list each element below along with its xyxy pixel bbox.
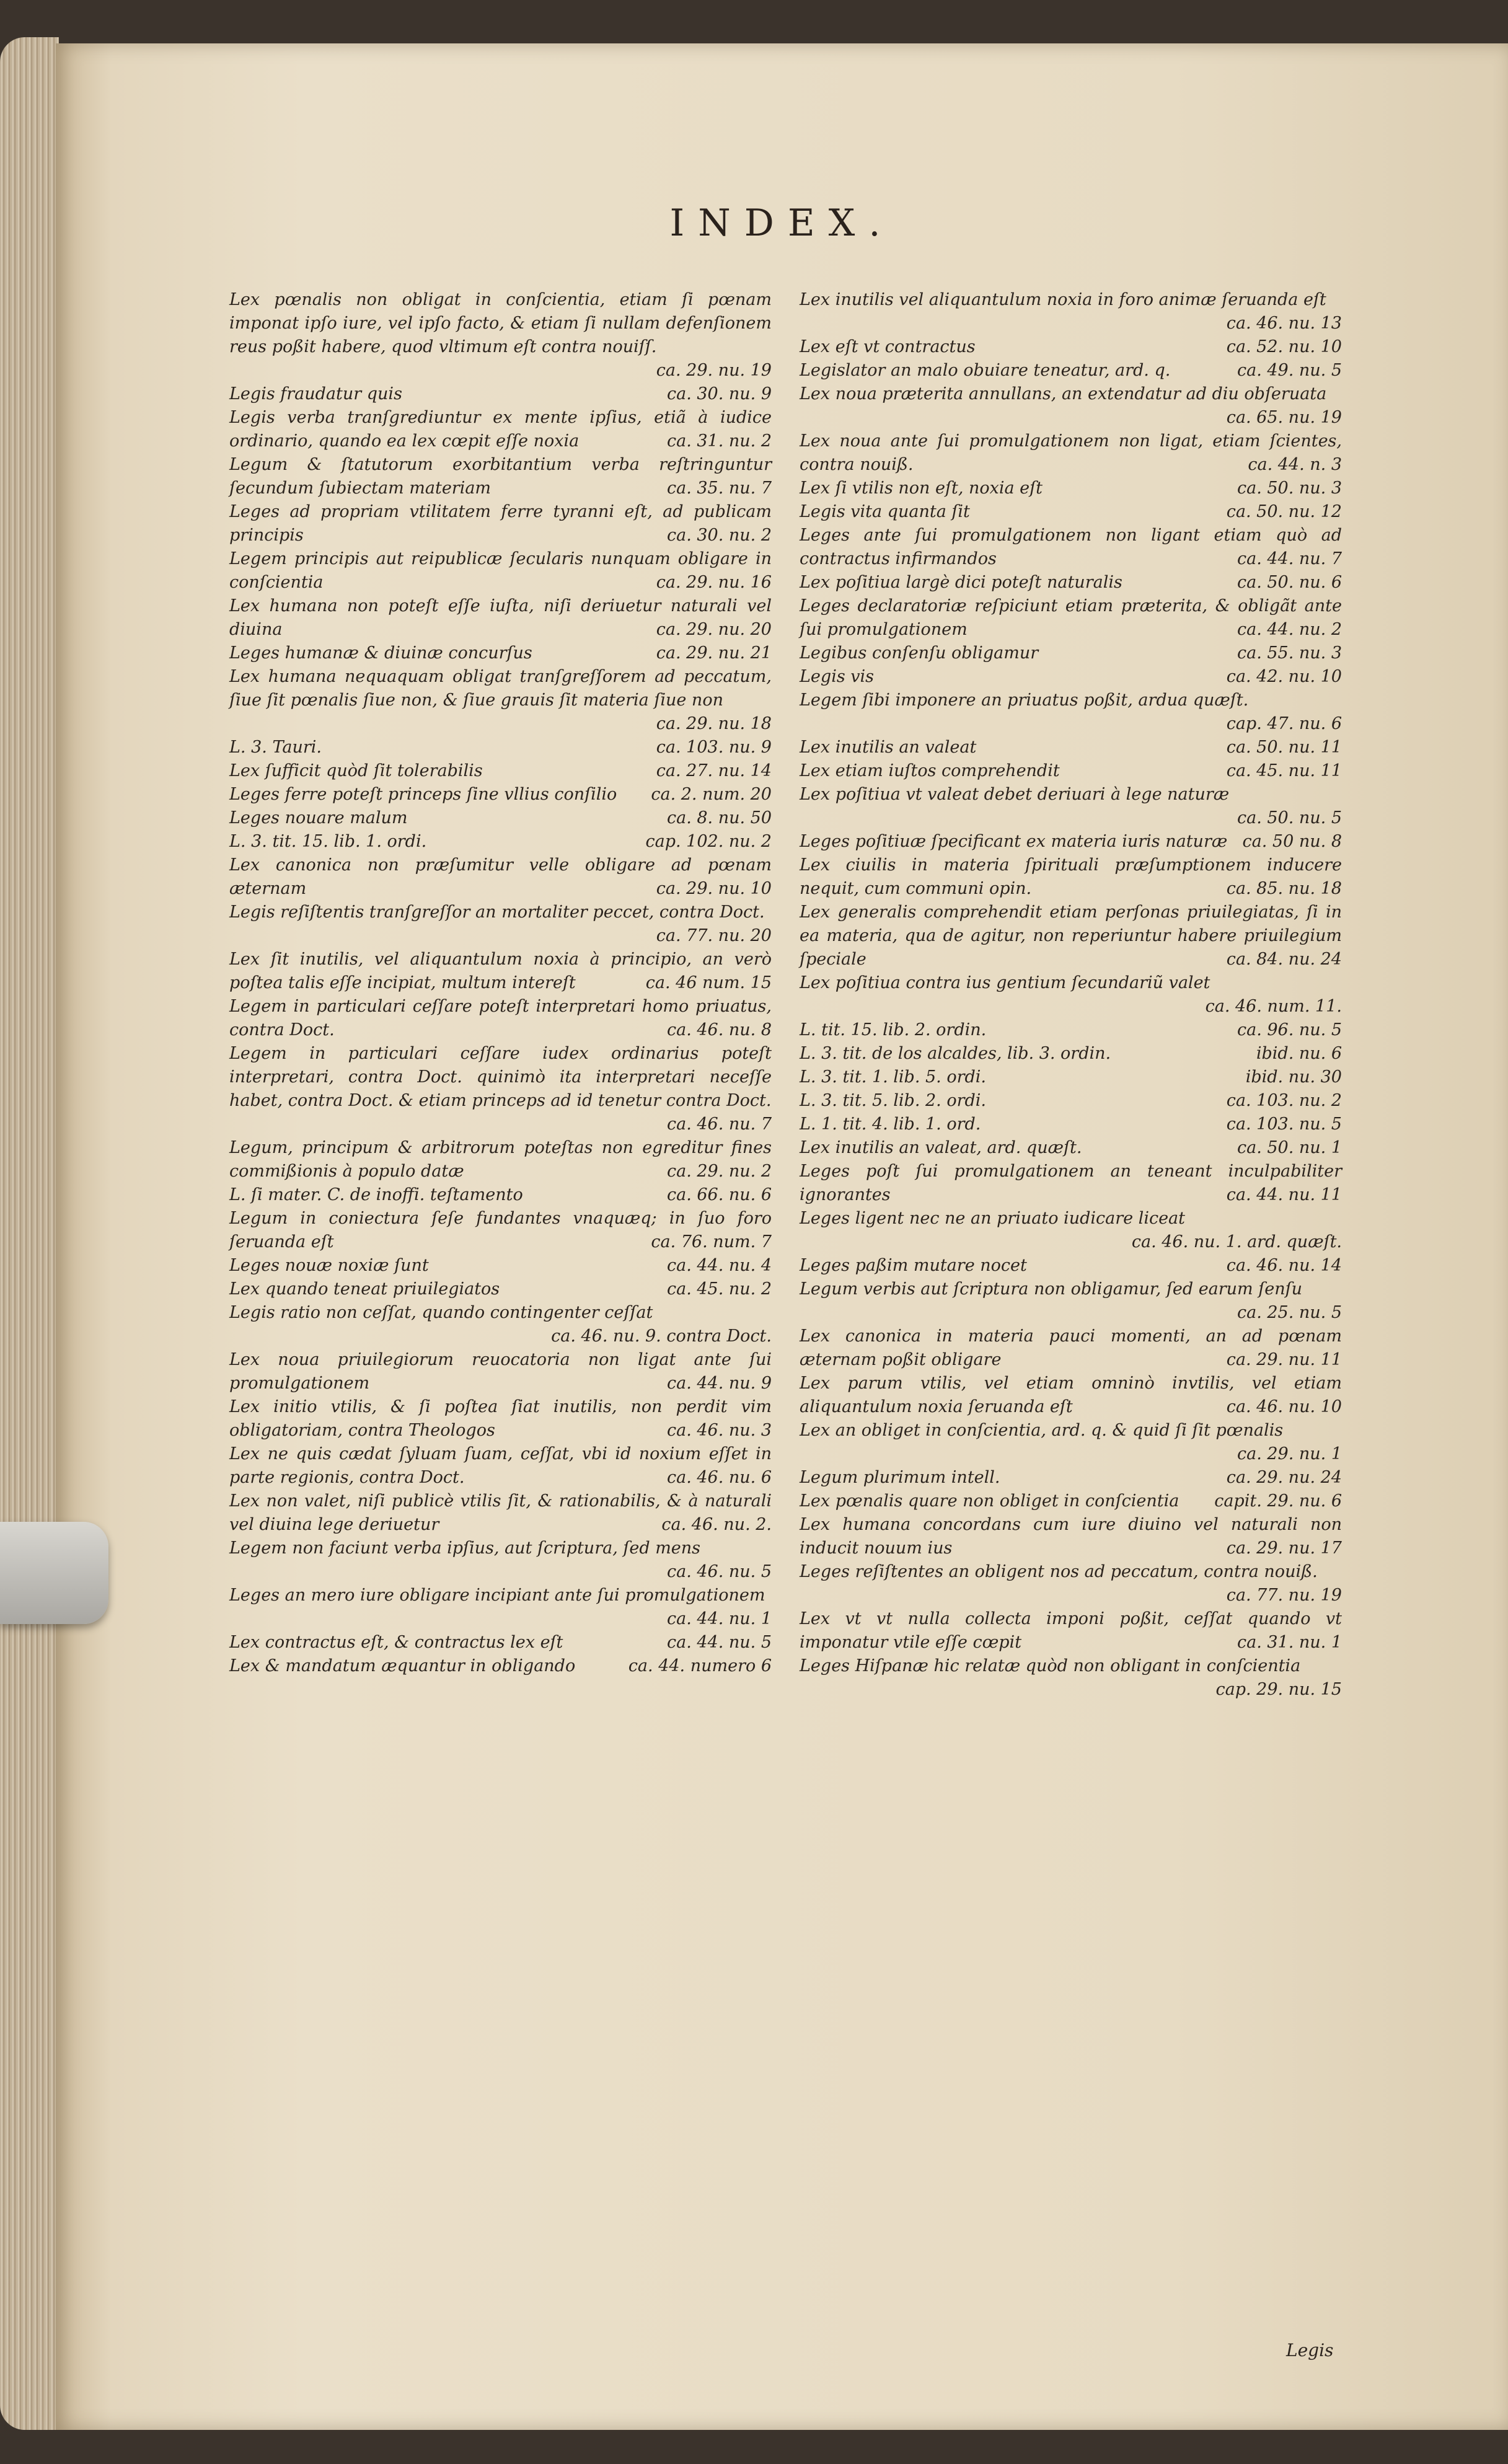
entry-reference: ca. 44. nu. 5 xyxy=(666,1633,772,1652)
index-entry xyxy=(229,1136,772,1183)
index-entry xyxy=(800,594,1342,642)
right-column xyxy=(800,288,1342,1702)
index-entry xyxy=(229,1631,772,1654)
index-entry xyxy=(229,1490,772,1537)
index-entry xyxy=(800,901,1342,971)
entry-reference: ca. 50 nu. 8 xyxy=(1242,832,1342,851)
entry-text: Lex an obliget in conſcientia, ard. q. & quid ſi ſit pœnalis xyxy=(800,1421,1284,1440)
entry-reference: ca. 45. nu. 2 xyxy=(666,1279,772,1299)
index-entry xyxy=(229,1348,772,1395)
entry-reference: ca. 103. nu. 9 xyxy=(656,738,772,757)
index-entry xyxy=(800,1513,1342,1560)
entry-text: Lex canonica non præſumitur velle obligare ad pœnam æternam xyxy=(229,855,772,898)
entry-reference: ca. 45. nu. 11 xyxy=(1226,761,1342,780)
entry-reference: ibid. nu. 30 xyxy=(1245,1067,1342,1087)
entry-reference: ca. 44. nu. 11 xyxy=(1226,1185,1342,1204)
entry-reference: ca. 52. nu. 10 xyxy=(1226,337,1342,356)
index-entry xyxy=(800,571,1342,594)
index-entry xyxy=(800,500,1342,524)
entry-reference: ca. 44. nu. 1 xyxy=(666,1609,772,1628)
index-entry xyxy=(800,1325,1342,1372)
entry-text: L. 1. tit. 4. lib. 1. ord. xyxy=(800,1115,981,1134)
entry-reference: ca. 44. numero 6 xyxy=(628,1656,772,1676)
entry-reference: ca. 8. nu. 50 xyxy=(666,808,772,828)
entry-reference: cap. 47. nu. 6 xyxy=(1226,714,1342,733)
entry-text: L. 3. tit. 15. lib. 1. ordi. xyxy=(229,832,427,851)
entry-text: L. 3. tit. de los alcaldes, lib. 3. ordin. xyxy=(800,1044,1111,1063)
entry-reference: ca. 46. nu. 8 xyxy=(666,1020,772,1040)
index-entry xyxy=(800,971,1342,1018)
entry-text: Lex generalis comprehendit etiam perſonas priuilegiatas, ſi in ea materia, qua de agitur, non reperiuntur habere priuilegium ſpeciale xyxy=(800,903,1342,969)
entry-text: Leges an mero iure obligare incipiant ante ſui promulgationem xyxy=(229,1586,765,1605)
entry-reference: ca. 44. nu. 2 xyxy=(1237,620,1342,639)
entry-reference: ca. 77. nu. 20 xyxy=(656,926,772,945)
index-entry xyxy=(800,1089,1342,1113)
index-entry xyxy=(229,948,772,995)
index-entry xyxy=(800,736,1342,759)
index-entry xyxy=(800,1278,1342,1325)
index-entry xyxy=(229,736,772,759)
entry-text: Legem principis aut reipublicæ ſecularis nunquam obligare in conſcientia xyxy=(229,549,772,592)
entry-reference: ca. 29. nu. 16 xyxy=(656,573,772,592)
index-entry xyxy=(800,1113,1342,1136)
entry-reference: ca. 46. nu. 9. contra Doct. xyxy=(551,1327,772,1346)
entry-reference: ca. 46. nu. 3 xyxy=(666,1421,772,1440)
entry-text: Legis reſiſtentis tranſgreſſor an mortaliter peccet, contra Doct. xyxy=(229,903,765,922)
index-entry xyxy=(800,1654,1342,1702)
entry-text: Lex ciuilis in materia ſpirituali præſumptionem inducere nequit, cum communi opin. xyxy=(800,855,1342,898)
entry-text: Legislator an malo obuiare teneatur, ard. q. xyxy=(800,361,1171,380)
index-entry xyxy=(229,406,772,453)
entry-reference: ca. 29. nu. 21 xyxy=(656,643,772,663)
catchword: Legis xyxy=(1286,2340,1334,2360)
entry-text: Legem ſibi imponere an priuatus poßit, ardua quæſt. xyxy=(800,691,1249,710)
index-entry xyxy=(800,1254,1342,1278)
index-entry xyxy=(229,854,772,901)
entry-reference: ca. 50. nu. 12 xyxy=(1226,502,1342,521)
entry-reference: ca. 44. nu. 9 xyxy=(666,1374,772,1393)
entry-text: Lex ſit inutilis, vel aliquantulum noxia à principio, an verò poſtea talis eſſe incipiat, multum intereſt xyxy=(229,950,772,992)
entry-text: Leges nouæ noxiæ ſunt xyxy=(229,1256,429,1275)
entry-reference: ca. 103. nu. 5 xyxy=(1226,1115,1342,1134)
entry-reference: ca. 29. nu. 19 xyxy=(656,361,772,380)
entry-reference: ca. 29. nu. 18 xyxy=(656,714,772,733)
index-entry xyxy=(800,854,1342,901)
index-entry xyxy=(800,665,1342,689)
book-page xyxy=(56,43,1508,2430)
entry-text: Legibus conſenſu obligamur xyxy=(800,643,1039,663)
entry-text: Lex etiam iuſtos comprehendit xyxy=(800,761,1060,780)
entry-text: Lex non valet, niſi publicè vtilis ſit, & rationabilis, & à naturali vel diuina lege deriuetur xyxy=(229,1491,772,1534)
entry-reference: ca. 46. nu. 6 xyxy=(666,1468,772,1487)
index-entry xyxy=(800,477,1342,500)
entry-reference: ca. 29. nu. 24 xyxy=(1226,1468,1342,1487)
index-entry xyxy=(229,1395,772,1442)
entry-text: Legis verba tranſgrediuntur ex mente ipſius, etiã à iudice ordinario, quando ea lex cœpit eſſe noxia xyxy=(229,408,772,451)
entry-text: L. 3. Tauri. xyxy=(229,738,322,757)
entry-text: Legum & ſtatutorum exorbitantium verba reſtringuntur ſecundum ſubiectam materiam xyxy=(229,455,772,498)
entry-text: Legum in coniectura ſeſe fundantes vnaquæq; in ſuo foro ſeruanda eſt xyxy=(229,1209,772,1252)
entry-text: Legis vita quanta ſit xyxy=(800,502,970,521)
index-entry xyxy=(229,453,772,500)
entry-reference: ca. 29. nu. 20 xyxy=(656,620,772,639)
entry-reference: ca. 44. nu. 7 xyxy=(1237,549,1342,568)
index-entry xyxy=(229,642,772,665)
entry-reference: ca. 31. nu. 2 xyxy=(666,431,772,451)
entry-reference: ca. 29. nu. 2 xyxy=(666,1162,772,1181)
page-header: INDEX. xyxy=(669,201,894,245)
entry-reference: ca. 30. nu. 2 xyxy=(666,526,772,545)
index-entry xyxy=(800,1490,1342,1513)
entry-text: Lex pœnalis quare non obliget in conſcientia xyxy=(800,1491,1180,1511)
index-entry xyxy=(229,547,772,594)
index-entry xyxy=(229,500,772,547)
entry-reference: ca. 29. nu. 1 xyxy=(1237,1444,1342,1464)
entry-reference: ca. 103. nu. 2 xyxy=(1226,1091,1342,1110)
entry-text: Lex parum vtilis, vel etiam omninò invtilis, vel etiam aliquantulum noxia ſeruanda eſt xyxy=(800,1374,1342,1416)
left-column xyxy=(229,288,772,1678)
entry-reference: ca. 85. nu. 18 xyxy=(1226,879,1342,898)
entry-text: Legem in particulari ceſſare iudex ordinarius poteſt interpretari, contra Doct. quinimò ita interpretari neceſſe habet, contra Doct. & etiam princeps ad id tenetur contra Doct. xyxy=(229,1044,772,1110)
index-entry xyxy=(229,594,772,642)
entry-text: Leges poſt ſui promulgationem an teneant inculpabiliter ignorantes xyxy=(800,1162,1342,1204)
entry-text: Lex noua præterita annullans, an extendatur ad diu obſeruata xyxy=(800,384,1327,404)
entry-text: Lex humana nequaquam obligat tranſgreſſorem ad peccatum, ſiue ſit pœnalis ſiue non, & ſiue grauis ſit materia ſiue non xyxy=(229,667,772,710)
index-entry xyxy=(800,288,1342,335)
entry-text: Lex poſitiua largè dici poteſt naturalis xyxy=(800,573,1122,592)
entry-text: Leges declaratoriæ reſpiciunt etiam præterita, & obligãt ante ſui promulgationem xyxy=(800,596,1342,639)
entry-text: Legis vis xyxy=(800,667,875,686)
entry-text: Leges reſiſtentes an obligent nos ad peccatum, contra nouiß. xyxy=(800,1562,1318,1581)
entry-reference: ca. 46. nu. 14 xyxy=(1226,1256,1342,1275)
index-entry xyxy=(229,783,772,806)
index-entry xyxy=(229,382,772,406)
entry-reference: ca. 46. nu. 5 xyxy=(666,1562,772,1581)
entry-reference: ca. 46. num. 11. xyxy=(1205,997,1342,1016)
entry-text: Leges humanæ & diuinæ concurſus xyxy=(229,643,532,663)
entry-reference: ca. 25. nu. 5 xyxy=(1237,1303,1342,1322)
entry-text: Lex noua ante ſui promulgationem non ligat, etiam ſcientes, contra nouiß. xyxy=(800,431,1342,474)
entry-text: Lex vt vt nulla collecta imponi poßit, ceſſat quando vt imponatur vtile eſſe cœpit xyxy=(800,1609,1342,1652)
entry-reference: cap. 29. nu. 15 xyxy=(1215,1680,1342,1699)
index-entry xyxy=(800,335,1342,359)
entry-text: Lex eſt vt contractus xyxy=(800,337,976,356)
entry-reference: ca. 46 num. 15 xyxy=(645,973,772,992)
index-entry xyxy=(229,1183,772,1207)
entry-reference: ca. 29. nu. 17 xyxy=(1226,1539,1342,1558)
index-entry xyxy=(229,1442,772,1490)
entry-text: Lex quando teneat priuilegiatos xyxy=(229,1279,500,1299)
entry-reference: ca. 50. nu. 11 xyxy=(1226,738,1342,757)
entry-reference: ca. 49. nu. 5 xyxy=(1237,361,1342,380)
index-entry xyxy=(229,1584,772,1631)
index-entry xyxy=(800,642,1342,665)
entry-text: Lex humana non poteſt eſſe iuſta, niſi deriuetur naturali vel diuina xyxy=(229,596,772,639)
entry-reference: ca. 35. nu. 7 xyxy=(666,479,772,498)
entry-reference: ca. 46. nu. 13 xyxy=(1226,314,1342,333)
index-entry xyxy=(800,1207,1342,1254)
entry-reference: ca. 50. nu. 6 xyxy=(1237,573,1342,592)
entry-text: Leges poſitiuæ ſpecificant ex materia iuris naturæ xyxy=(800,832,1228,851)
index-entry xyxy=(229,1278,772,1301)
entry-reference: ca. 84. nu. 24 xyxy=(1226,950,1342,969)
entry-text: L. tit. 15. lib. 2. ordin. xyxy=(800,1020,987,1040)
entry-text: Legis fraudatur quis xyxy=(229,384,402,404)
index-entry xyxy=(229,665,772,736)
index-entry xyxy=(800,430,1342,477)
entry-text: Lex inutilis an valeat xyxy=(800,738,977,757)
entry-reference: ca. 66. nu. 6 xyxy=(666,1185,772,1204)
entry-reference: ca. 96. nu. 5 xyxy=(1237,1020,1342,1040)
entry-reference: ca. 46. nu. 1. ard. quæſt. xyxy=(1131,1232,1342,1252)
entry-reference: ca. 65. nu. 19 xyxy=(1226,408,1342,427)
entry-text: Lex ne quis cædat ſyluam ſuam, ceſſat, vbi id noxium eſſet in parte regionis, contra Doct. xyxy=(229,1444,772,1487)
entry-reference: capit. 29. nu. 6 xyxy=(1214,1491,1342,1511)
index-entry xyxy=(229,901,772,948)
entry-text: Legum, principum & arbitrorum poteſtas non egreditur fines commißionis à populo datæ xyxy=(229,1138,772,1181)
entry-text: Legum verbis aut ſcriptura non obligamur, ſed earum ſenſu xyxy=(800,1279,1302,1299)
entry-text: Leges ligent nec ne an priuato iudicare liceat xyxy=(800,1209,1186,1228)
index-entry xyxy=(229,1537,772,1584)
entry-text: L. ſi mater. C. de inoffi. teſtamento xyxy=(229,1185,523,1204)
entry-text: Lex humana concordans cum iure diuino vel naturali non inducit nouum ius xyxy=(800,1515,1342,1558)
entry-reference: ca. 27. nu. 14 xyxy=(656,761,772,780)
index-entry xyxy=(800,1372,1342,1419)
entry-text: Lex pœnalis non obligat in conſcientia, etiam ſi pœnam imponat ipſo iure, vel ipſo facto, & etiam ſi nullam defenſionem reus poßit habere, quod vltimum eſt contra nouiſſ. xyxy=(229,290,772,356)
index-entry xyxy=(229,1254,772,1278)
entry-reference: ca. 50. nu. 5 xyxy=(1237,808,1342,828)
entry-reference: ca. 29. nu. 11 xyxy=(1226,1350,1342,1369)
entry-text: Leges paßim mutare nocet xyxy=(800,1256,1027,1275)
entry-reference: ca. 44. nu. 4 xyxy=(666,1256,772,1275)
entry-text: Legis ratio non ceſſat, quando contingenter ceſſat xyxy=(229,1303,653,1322)
entry-text: Leges Hiſpanæ hic relatæ quòd non obligant in conſcientia xyxy=(800,1656,1301,1676)
entry-text: Legem in particulari ceſſare poteſt interpretari homo priuatus, contra Doct. xyxy=(229,997,772,1040)
entry-text: Lex inutilis vel aliquantulum noxia in foro animæ ſeruanda eſt xyxy=(800,290,1326,309)
index-entry xyxy=(800,1160,1342,1207)
entry-reference: ca. 29. nu. 10 xyxy=(656,879,772,898)
entry-reference: ca. 76. num. 7 xyxy=(651,1232,772,1252)
entry-reference: ca. 31. nu. 1 xyxy=(1237,1633,1342,1652)
entry-text: Lex noua priuilegiorum reuocatoria non ligat ante ſui promulgationem xyxy=(229,1350,772,1393)
index-entry xyxy=(800,783,1342,830)
index-entry xyxy=(229,1654,772,1678)
entry-text: Leges ferre poteſt princeps ſine vllius conſilio xyxy=(229,785,617,804)
index-entry xyxy=(229,995,772,1042)
index-entry xyxy=(800,1560,1342,1607)
index-entry xyxy=(800,382,1342,430)
index-entry xyxy=(800,1419,1342,1466)
entry-text: Legem non faciunt verba ipſius, aut ſcriptura, ſed mens xyxy=(229,1539,701,1558)
entry-reference: ca. 42. nu. 10 xyxy=(1226,667,1342,686)
entry-text: L. 3. tit. 5. lib. 2. ordi. xyxy=(800,1091,987,1110)
entry-text: Leges ante ſui promulgationem non ligant etiam quò ad contractus infirmandos xyxy=(800,526,1342,568)
index-entry xyxy=(800,1136,1342,1160)
entry-reference: ca. 50. nu. 1 xyxy=(1237,1138,1342,1157)
entry-reference: ca. 55. nu. 3 xyxy=(1237,643,1342,663)
entry-reference: ca. 30. nu. 9 xyxy=(666,384,772,404)
entry-text: Legum plurimum intell. xyxy=(800,1468,1000,1487)
index-entry xyxy=(229,830,772,854)
index-entry xyxy=(800,524,1342,571)
index-entry xyxy=(800,1607,1342,1654)
index-entry xyxy=(800,759,1342,783)
entry-reference: ca. 77. nu. 19 xyxy=(1226,1586,1342,1605)
entry-text: L. 3. tit. 1. lib. 5. ordi. xyxy=(800,1067,987,1087)
entry-text: Lex contractus eſt, & contractus lex eſt xyxy=(229,1633,563,1652)
book-page-edges xyxy=(0,37,59,2430)
index-entry xyxy=(229,288,772,382)
entry-reference: ca. 46. nu. 2. xyxy=(661,1515,772,1534)
entry-reference: cap. 102. nu. 2 xyxy=(645,832,772,851)
entry-reference: ca. 44. n. 3 xyxy=(1248,455,1342,474)
entry-text: Leges nouare malum xyxy=(229,808,408,828)
index-entry xyxy=(800,359,1342,382)
index-entry xyxy=(800,1042,1342,1066)
entry-text: Lex canonica in materia pauci momenti, an ad pœnam æternam poßit obligare xyxy=(800,1327,1342,1369)
entry-text: Lex ſufficit quòd ſit tolerabilis xyxy=(229,761,483,780)
entry-text: Lex & mandatum æquantur in obligando xyxy=(229,1656,576,1676)
index-entry xyxy=(800,830,1342,854)
index-entry xyxy=(800,1466,1342,1490)
page-clip xyxy=(0,1522,108,1624)
entry-text: Lex initio vtilis, & ſi poſtea ſiat inutilis, non perdit vim obligatoriam, contra Theologos xyxy=(229,1397,772,1440)
index-entry xyxy=(800,689,1342,736)
index-entry xyxy=(229,759,772,783)
index-entry xyxy=(800,1066,1342,1089)
index-entry xyxy=(229,806,772,830)
entry-reference: ca. 2. num. 20 xyxy=(651,785,772,804)
entry-reference: ca. 46. nu. 7 xyxy=(666,1115,772,1134)
entry-text: Leges ad propriam vtilitatem ferre tyranni eſt, ad publicam principis xyxy=(229,502,772,545)
entry-text: Lex inutilis an valeat, ard. quæſt. xyxy=(800,1138,1082,1157)
entry-text: Lex ſi vtilis non eſt, noxia eſt xyxy=(800,479,1043,498)
index-entry xyxy=(229,1042,772,1136)
entry-reference: ca. 50. nu. 3 xyxy=(1237,479,1342,498)
entry-reference: ca. 46. nu. 10 xyxy=(1226,1397,1342,1416)
index-entry xyxy=(800,1018,1342,1042)
entry-text: Lex poſitiua contra ius gentium ſecundariũ valet xyxy=(800,973,1210,992)
index-entry xyxy=(229,1301,772,1348)
index-entry xyxy=(229,1207,772,1254)
entry-reference: ibid. nu. 6 xyxy=(1256,1044,1342,1063)
entry-text: Lex poſitiua vt valeat debet deriuari à lege naturæ xyxy=(800,785,1230,804)
